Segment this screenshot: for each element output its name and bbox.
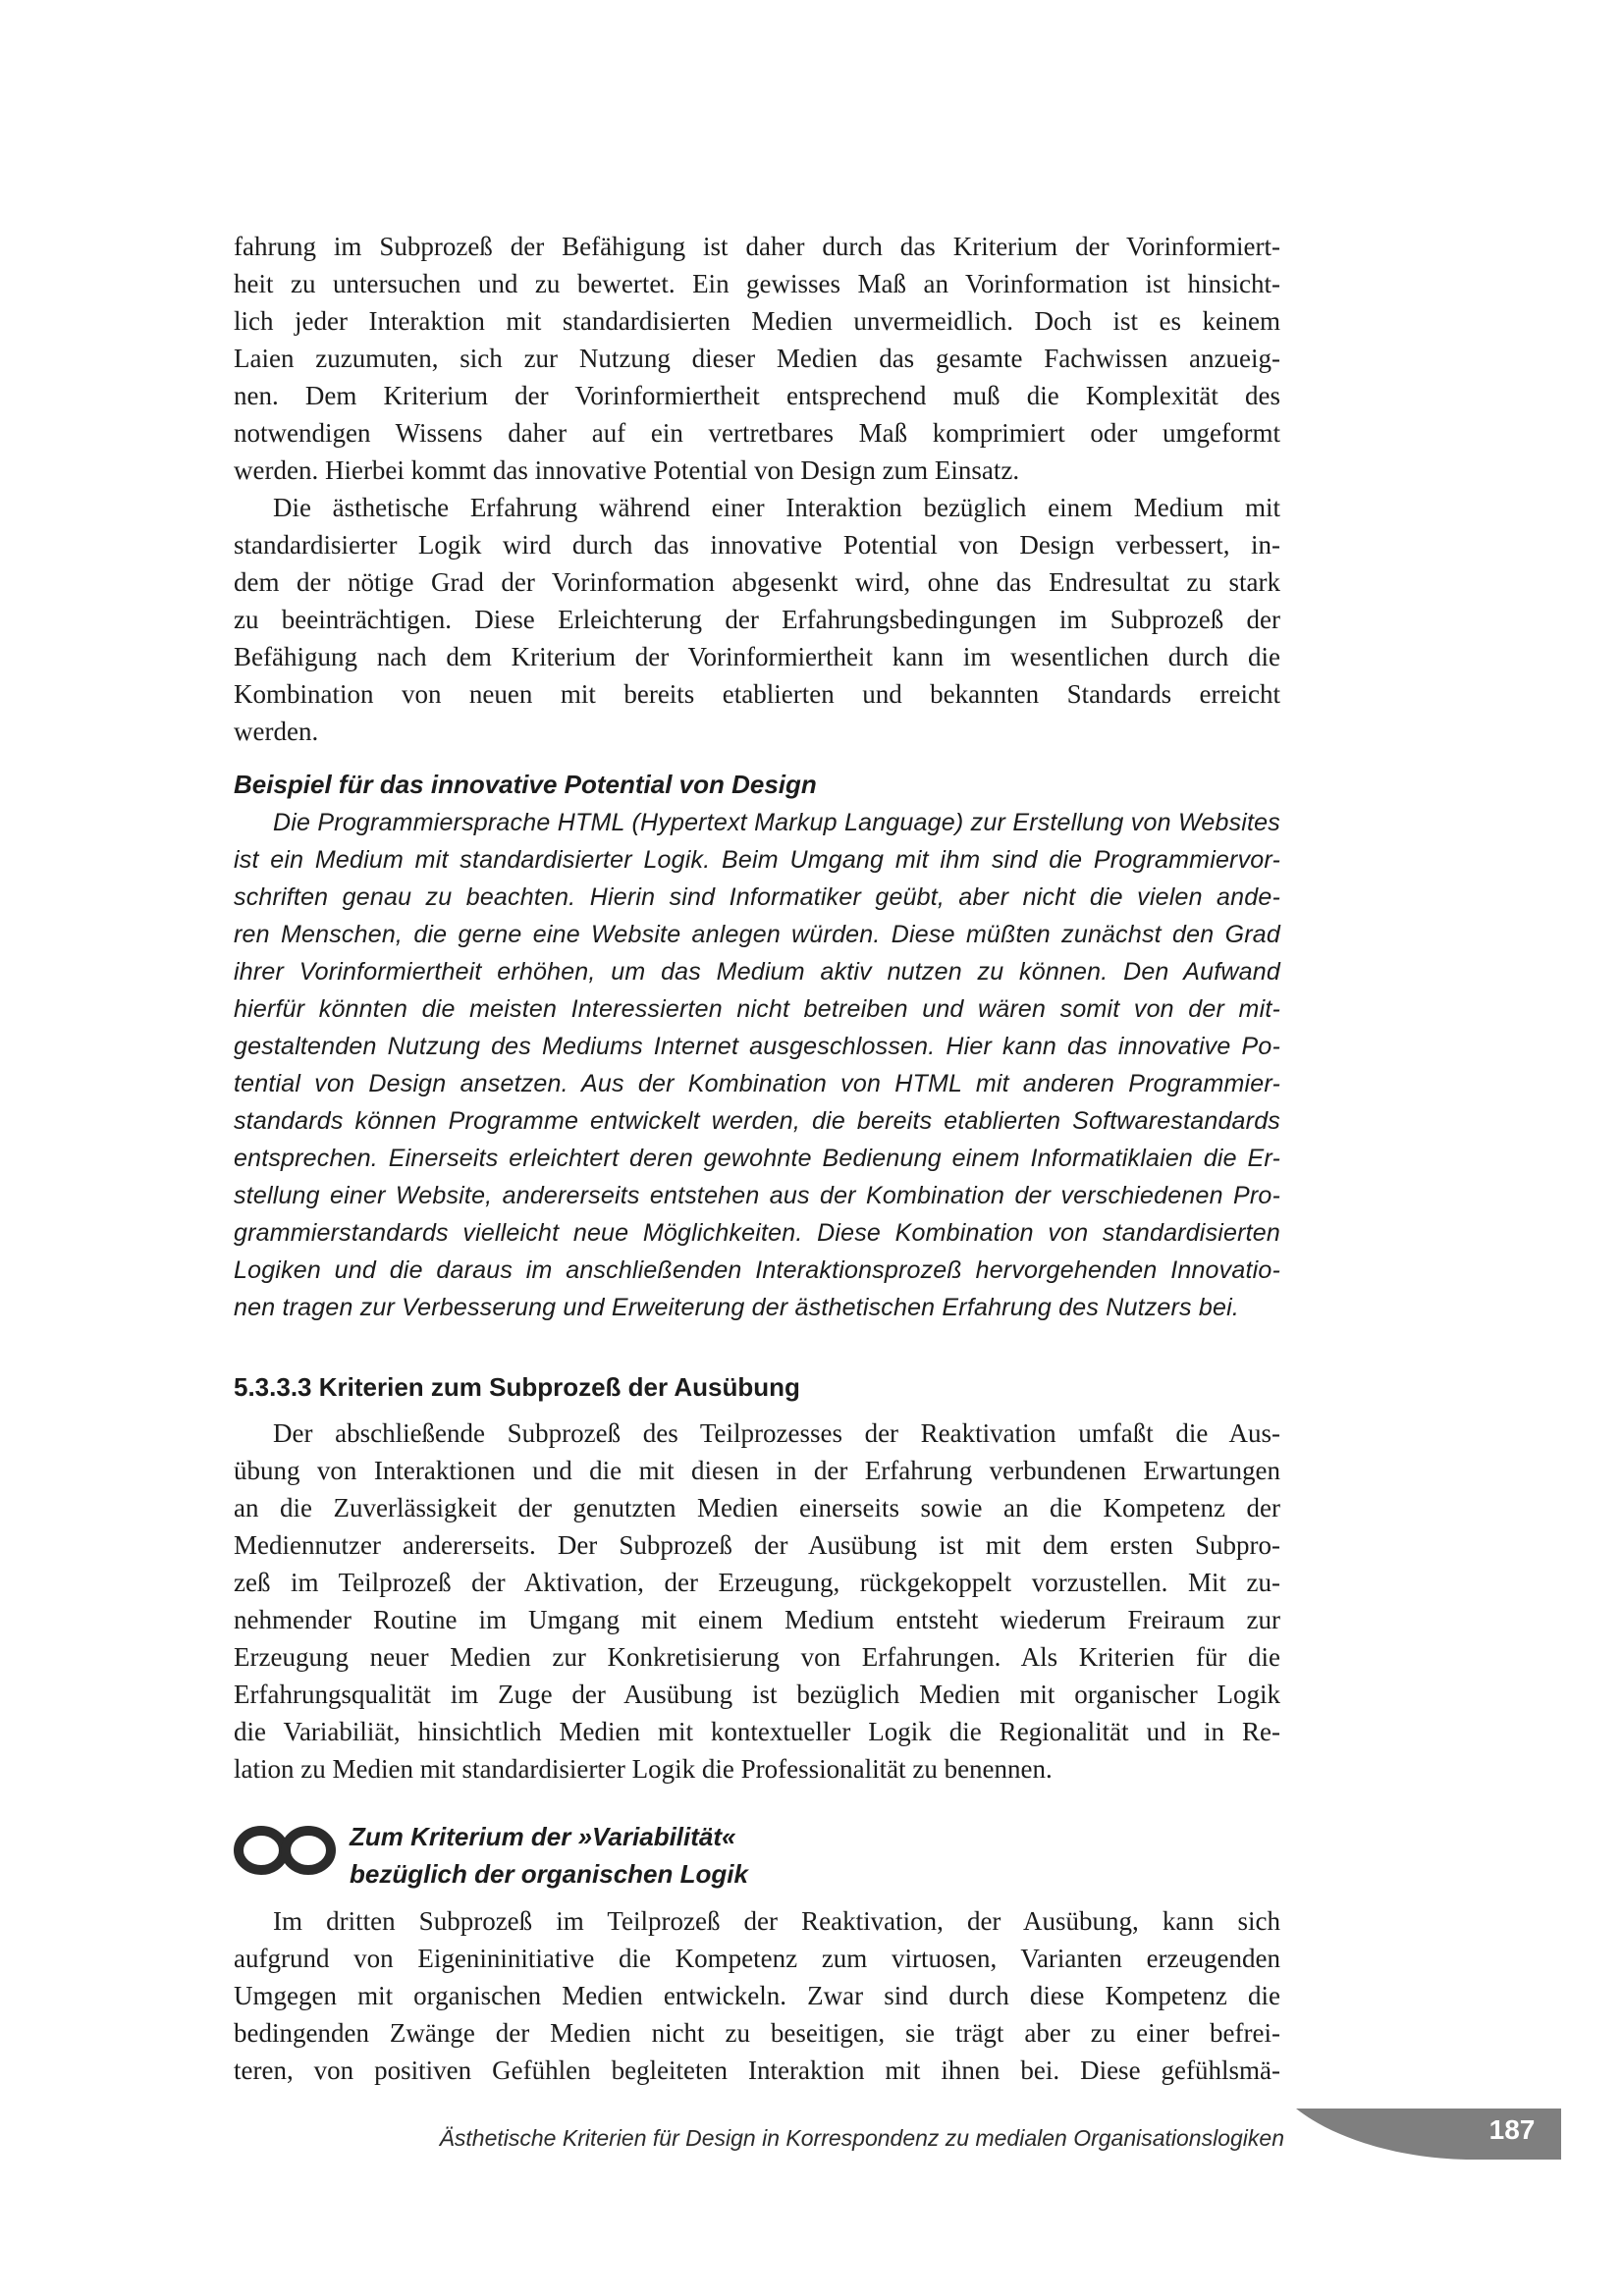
text-line: Die ästhetische Erfahrung während einer Interaktion bezüglich einem Medium mit xyxy=(273,493,1280,522)
section-paragraph xyxy=(234,1415,1280,1788)
body-paragraph-2 xyxy=(234,489,1280,750)
text-line: Der abschließende Subprozeß des Teilprozesses der Reaktivation umfaßt die Aus- xyxy=(273,1418,1280,1448)
section-heading xyxy=(234,1368,1280,1406)
page-number: 187 xyxy=(1488,2114,1536,2145)
text-line: lation zu Medien mit standardisierter Logik die Professionalität zu benennen. xyxy=(234,1754,1053,1784)
text-line: nen. Dem Kriterium der Vorinformiertheit entsprechend muß die Komplexität des xyxy=(234,381,1280,410)
text-line: standards können Programme entwickelt werden, die bereits etablierten Softwarestandards xyxy=(234,1107,1280,1135)
text-line: aufgrund von Eigenininitiative die Kompetenz zum virtuosen, Varianten erzeugenden xyxy=(234,1944,1280,1973)
text-line: ren Menschen, die gerne eine Website anlegen würden. Diese müßten zunächst den Grad xyxy=(234,921,1280,948)
text-line: zu beeinträchtigen. Diese Erleichterung der Erfahrungsbedingungen im Subprozeß der xyxy=(234,605,1280,634)
text-line: Logiken und die daraus im anschließenden Interaktionsprozeß hervorgehenden Innovatio- xyxy=(234,1256,1280,1284)
running-footer-title: Ästhetische Kriterien für Design in Korrespondenz zu medialen Organisationslogiken xyxy=(439,2125,1284,2151)
subsection-heading-line-1: Zum Kriterium der »Variabilität« xyxy=(350,1822,736,1851)
text-line: tential von Design ansetzen. Aus der Kombination von HTML mit anderen Programmier- xyxy=(234,1070,1280,1097)
text-line: an die Zuverlässigkeit der genutzten Medien einerseits sowie an die Kompetenz der xyxy=(234,1493,1280,1522)
text-line: nehmender Routine im Umgang mit einem Medium entsteht wiederum Freiraum zur xyxy=(234,1605,1280,1634)
text-line: werden. Hierbei kommt das innovative Potential von Design zum Einsatz. xyxy=(234,455,1020,485)
example-heading xyxy=(234,766,1280,803)
text-line: ist ein Medium mit standardisierter Logik. Beim Umgang mit ihm sind die Programmiervor- xyxy=(234,846,1280,874)
text-line: Erzeugung neuer Medien zur Konkretisierung von Erfahrungen. Als Kriterien für die xyxy=(234,1642,1280,1672)
text-line: Erfahrungsqualität im Zuge der Ausübung ist bezüglich Medien mit organischer Logik xyxy=(234,1680,1280,1709)
text-line: grammierstandards vielleicht neue Möglichkeiten. Diese Kombination von standardisierten xyxy=(234,1219,1280,1247)
subsection-heading xyxy=(350,1818,1233,1893)
text-line: Befähigung nach dem Kriterium der Vorinformiertheit kann im wesentlichen durch die xyxy=(234,642,1280,671)
text-line: übung von Interaktionen und die mit diesen in der Erfahrung verbundenen Erwartungen xyxy=(234,1456,1280,1485)
text-line: schriften genau zu beachten. Hierin sind Informatiker geübt, aber nicht die vielen ande- xyxy=(234,883,1280,911)
text-line: zeß im Teilprozeß der Aktivation, der Erzeugung, rückgekoppelt vorzustellen. Mit zu- xyxy=(234,1568,1280,1597)
text-line: Mediennutzer andererseits. Der Subprozeß der Ausübung ist mit dem ersten Subpro- xyxy=(234,1530,1280,1560)
text-line: heit zu untersuchen und zu bewertet. Ein gewisses Maß an Vorinformation ist hinsicht- xyxy=(234,269,1280,298)
text-line: notwendigen Wissens daher auf ein vertretbares Maß komprimiert oder umgeformt xyxy=(234,418,1280,448)
subsection-heading-line-2: bezüglich der organischen Logik xyxy=(350,1859,748,1889)
text-line: Laien zuzumuten, sich zur Nutzung dieser Medien das gesamte Fachwissen anzueig- xyxy=(234,344,1280,373)
section-heading-text: 5.3.3.3 Kriterien zum Subprozeß der Ausübung xyxy=(234,1372,800,1402)
body-paragraph-1 xyxy=(234,228,1280,489)
text-line: fahrung im Subprozeß der Befähigung ist daher durch das Kriterium der Vorinformiert- xyxy=(234,232,1280,261)
text-line: werden. xyxy=(234,717,319,746)
text-line: Die Programmiersprache HTML (Hypertext Markup Language) zur Erstellung von Websites xyxy=(273,809,1280,836)
text-line: Umgegen mit organischen Medien entwickeln. Zwar sind durch diese Kompetenz die xyxy=(234,1981,1280,2010)
text-line: Kombination von neuen mit bereits etablierten und bekannten Standards erreicht xyxy=(234,679,1280,709)
text-line: standardisierter Logik wird durch das innovative Potential von Design verbessert, in- xyxy=(234,530,1280,560)
text-line: entsprechen. Einerseits erleichtert deren gewohnte Bedienung einem Informatiklaien die Er- xyxy=(234,1145,1280,1172)
subsection-paragraph xyxy=(234,1902,1280,2089)
text-line: teren, von positiven Gefühlen begleiteten Interaktion mit ihnen bei. Diese gefühlsmä- xyxy=(234,2056,1280,2085)
loop-icon xyxy=(234,1820,336,1881)
text-line: gestaltenden Nutzung des Mediums Internet ausgeschlossen. Hier kann das innovative Po- xyxy=(234,1033,1280,1060)
text-line: die Variabiliät, hinsichtlich Medien mit kontextueller Logik die Regionalität und in Re- xyxy=(234,1717,1280,1746)
example-heading-text: Beispiel für das innovative Potential von Design xyxy=(234,770,817,799)
text-line: stellung einer Website, andererseits entstehen aus der Kombination der verschiedenen Pro- xyxy=(234,1182,1280,1209)
text-line: lich jeder Interaktion mit standardisierten Medien unvermeidlich. Doch ist es keinem xyxy=(234,306,1280,336)
example-paragraph xyxy=(234,804,1280,1326)
text-line: Im dritten Subprozeß im Teilprozeß der Reaktivation, der Ausübung, kann sich xyxy=(273,1906,1280,1936)
text-line: dem der nötige Grad der Vorinformation abgesenkt wird, ohne das Endresultat zu stark xyxy=(234,567,1280,597)
text-line: nen tragen zur Verbesserung und Erweiterung der ästhetischen Erfahrung des Nutzers bei. xyxy=(234,1294,1240,1321)
text-line: ihrer Vorinformiertheit erhöhen, um das Medium aktiv nutzen zu können. Den Aufwand xyxy=(234,958,1280,986)
text-line: bedingenden Zwänge der Medien nicht zu beseitigen, sie trägt aber zu einer befrei- xyxy=(234,2018,1280,2048)
text-line: hierfür könnten die meisten Interessierten nicht betreiben und wären somit von der mit- xyxy=(234,995,1280,1023)
